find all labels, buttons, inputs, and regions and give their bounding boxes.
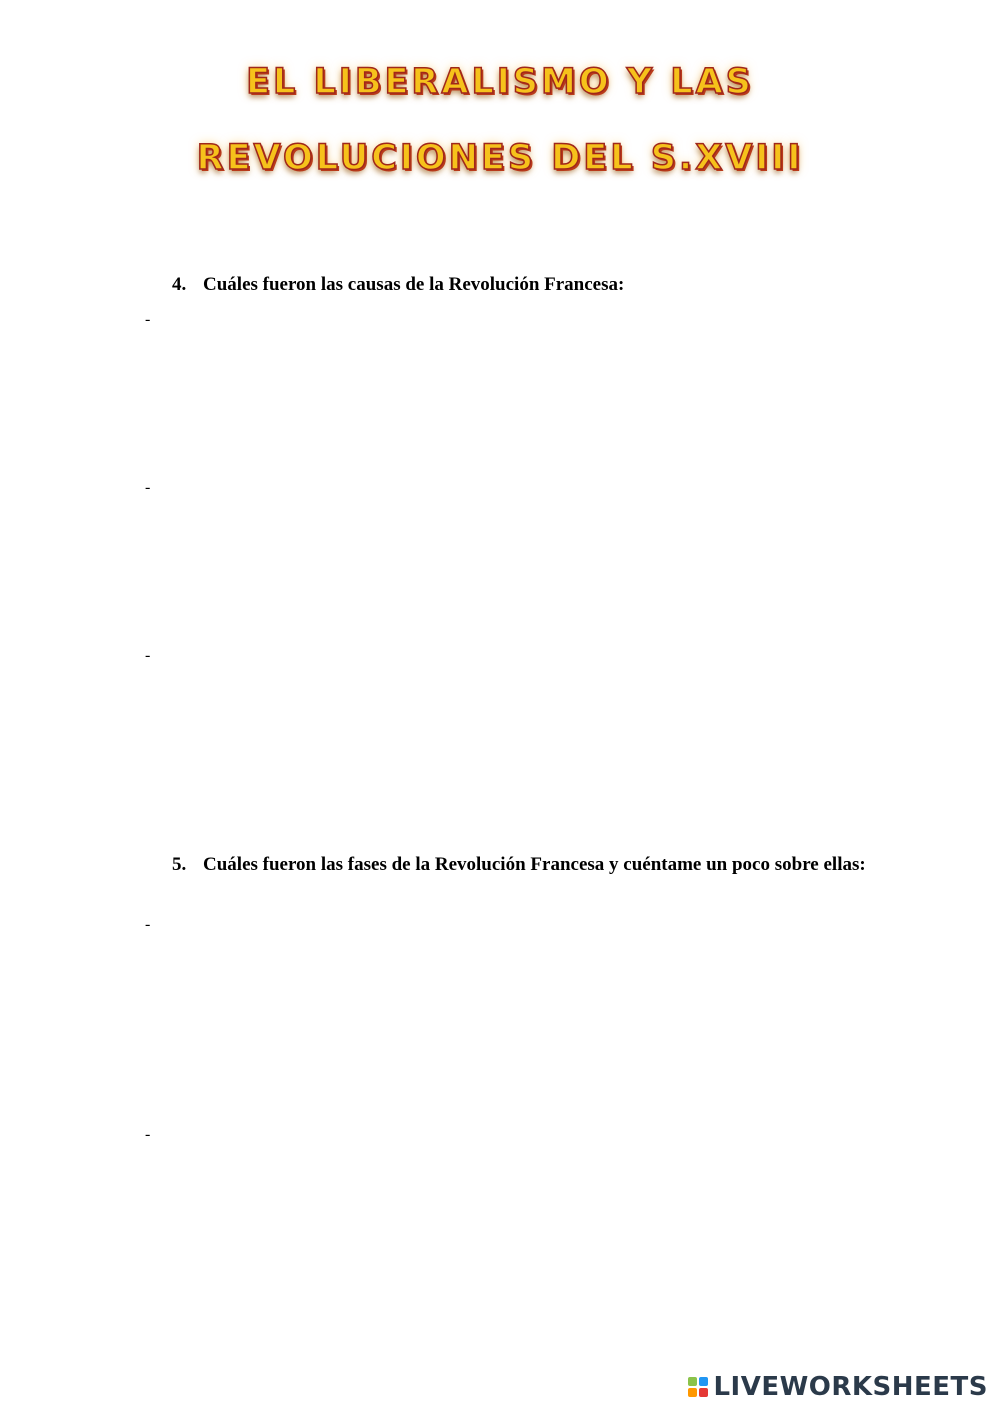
title-line-2: REVOLUCIONES DEL S.XVIII: [196, 138, 804, 178]
answer-bullet: -: [145, 311, 151, 328]
question-text: Cuáles fueron las fases de la Revolución Francesa y cuéntame un poco sobre ellas:: [203, 854, 866, 875]
logo-square: [688, 1388, 697, 1397]
question-number: 5.: [172, 854, 187, 875]
liveworksheets-logo-icon: [688, 1377, 708, 1397]
logo-square: [699, 1377, 708, 1386]
question-text: Cuáles fueron las causas de la Revolución Francesa:: [203, 274, 625, 295]
liveworksheets-logo: [688, 1372, 988, 1402]
answer-bullet: -: [145, 647, 151, 664]
question-number: 4.: [172, 274, 187, 295]
answer-bullet: -: [145, 1126, 151, 1143]
question-5: [172, 851, 872, 878]
answer-bullet: -: [145, 479, 151, 496]
logo-square: [688, 1377, 697, 1386]
liveworksheets-brand-text: LIVEWORKSHEETS: [713, 1372, 988, 1402]
question-4: [172, 271, 872, 298]
logo-square: [699, 1388, 708, 1397]
title-line-1: EL LIBERALISMO Y LAS: [246, 62, 754, 102]
answer-bullet: -: [145, 916, 151, 933]
